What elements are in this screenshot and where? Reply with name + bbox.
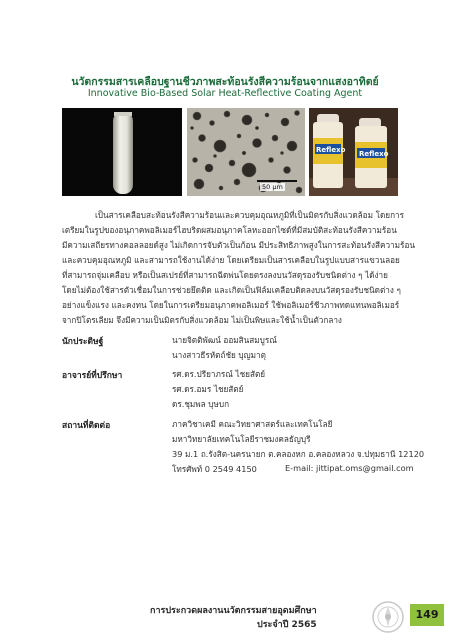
description-line: จากปิโตรเลียม จึงมีความเป็นมิตรกับสิ่งแวดล้อม ไม่เป็นพิษและใช้น้ำเป็นตัวกลาง <box>62 315 342 325</box>
page-title-en: Innovative Bio-Based Solar Heat-Reflective Coating Agent <box>87 88 363 99</box>
contact-email: E-mail: jittipat.oms@gmail.com <box>285 463 414 473</box>
scale-bar-label: 50 µm <box>262 183 283 191</box>
product-label-can-1: Reflexo <box>316 146 346 154</box>
page-title-th: นวัตกรรมสารเคลือบฐานชีวภาพสะท้อนรังสีความร้อนจากแสงอาทิตย์ <box>71 76 379 88</box>
contact-label: สถานที่ติดต่อ <box>62 421 111 431</box>
footer-competition-title: การประกวดผลงานนวัตกรรมสายอุดมศึกษา <box>150 606 317 616</box>
inventor-name: นายจิตติพัฒน์ ออมสินสมบูรณ์ <box>172 335 277 345</box>
description-line: ที่สามารถจุ่มเคลือบ หรือเป็นสเปรย์ที่สามารถฉีดพ่นโดยตรงลงบนวัสดุรองรับชนิดต่าง ๆ ได้ง่าย <box>62 270 388 280</box>
description-line: โดยไม่ต้องใช้สารตัวเชื่อมในการช่วยยึดติด และเกิดเป็นฟิล์มเคลือบติดลงบนวัสดุรองรับชนิดต่าง ๆ <box>62 285 401 295</box>
product-label-can-2: Reflexo <box>359 150 389 158</box>
spray-can-product-photo <box>309 108 398 196</box>
emblem-logo-icon <box>371 600 405 634</box>
contact-line: ภาควิชาเคมี คณะวิทยาศาสตร์และเทคโนโลยี <box>172 419 333 429</box>
advisor-name: รศ.ดร.ปรียาภรณ์ ไชยสัตย์ <box>172 369 266 379</box>
advisor-name: รศ.ดร.อมร ไชยสัตย์ <box>172 384 244 394</box>
description-line: อย่างแข็งแรง และคงทน โดยในการเตรียมอนุภาคพอลิเมอร์ ใช้พอลิเมอร์ชีวภาพทดแทนพอลิเมอร์ <box>62 300 400 310</box>
inventor-name: นางสาวธีรหัตถ์ชัย บุญมาตุ <box>172 350 266 360</box>
coated-tube-photo <box>62 108 182 196</box>
advisor-name: ดร.ชุมพล บุษบก <box>172 399 230 409</box>
description-line: และควบคุมอุณหภูมิ และสามารถใช้งานได้ง่าย โดยเตรียมเป็นสารเคลือบในรูปแบบสารแขวนลอย <box>62 255 400 265</box>
advisors-label: อาจารย์ที่ปรึกษา <box>62 371 123 381</box>
contact-line: มหาวิทยาลัยเทคโนโลยีราชมงคลธัญบุรี <box>172 434 311 444</box>
contact-phone: โทรศัพท์ 0 2549 4150 <box>172 464 257 474</box>
description-line: มีความเสถียรทางคอลลอยด์สูง ไม่เกิดการจับตัวเป็นก้อน มีประสิทธิภาพสูงในการสะท้อนรังสีความร้อน <box>62 240 415 250</box>
page-number: 149 <box>410 604 444 626</box>
inventors-label: นักประดิษฐ์ <box>62 337 104 347</box>
footer-year: ประจำปี 2565 <box>257 620 317 630</box>
contact-line: 39 ม.1 ถ.รังสิต-นครนายก ต.คลองหก อ.คลองหลวง จ.ปทุมธานี 12120 <box>172 449 425 459</box>
description-line: เป็นสารเคลือบสะท้อนรังสีความร้อนและควบคุมอุณหภูมิที่เป็นมิตรกับสิ่งแวดล้อม โดยการ <box>95 210 405 220</box>
sem-micrograph-photo <box>187 108 305 196</box>
description-line: เตรียมในรูปของอนุภาคพอลิเมอร์ไฮบริดผสมอนุภาคโลหะออกไซด์ที่มีสมบัติสะท้อนรังสีความร้อน <box>62 225 397 235</box>
